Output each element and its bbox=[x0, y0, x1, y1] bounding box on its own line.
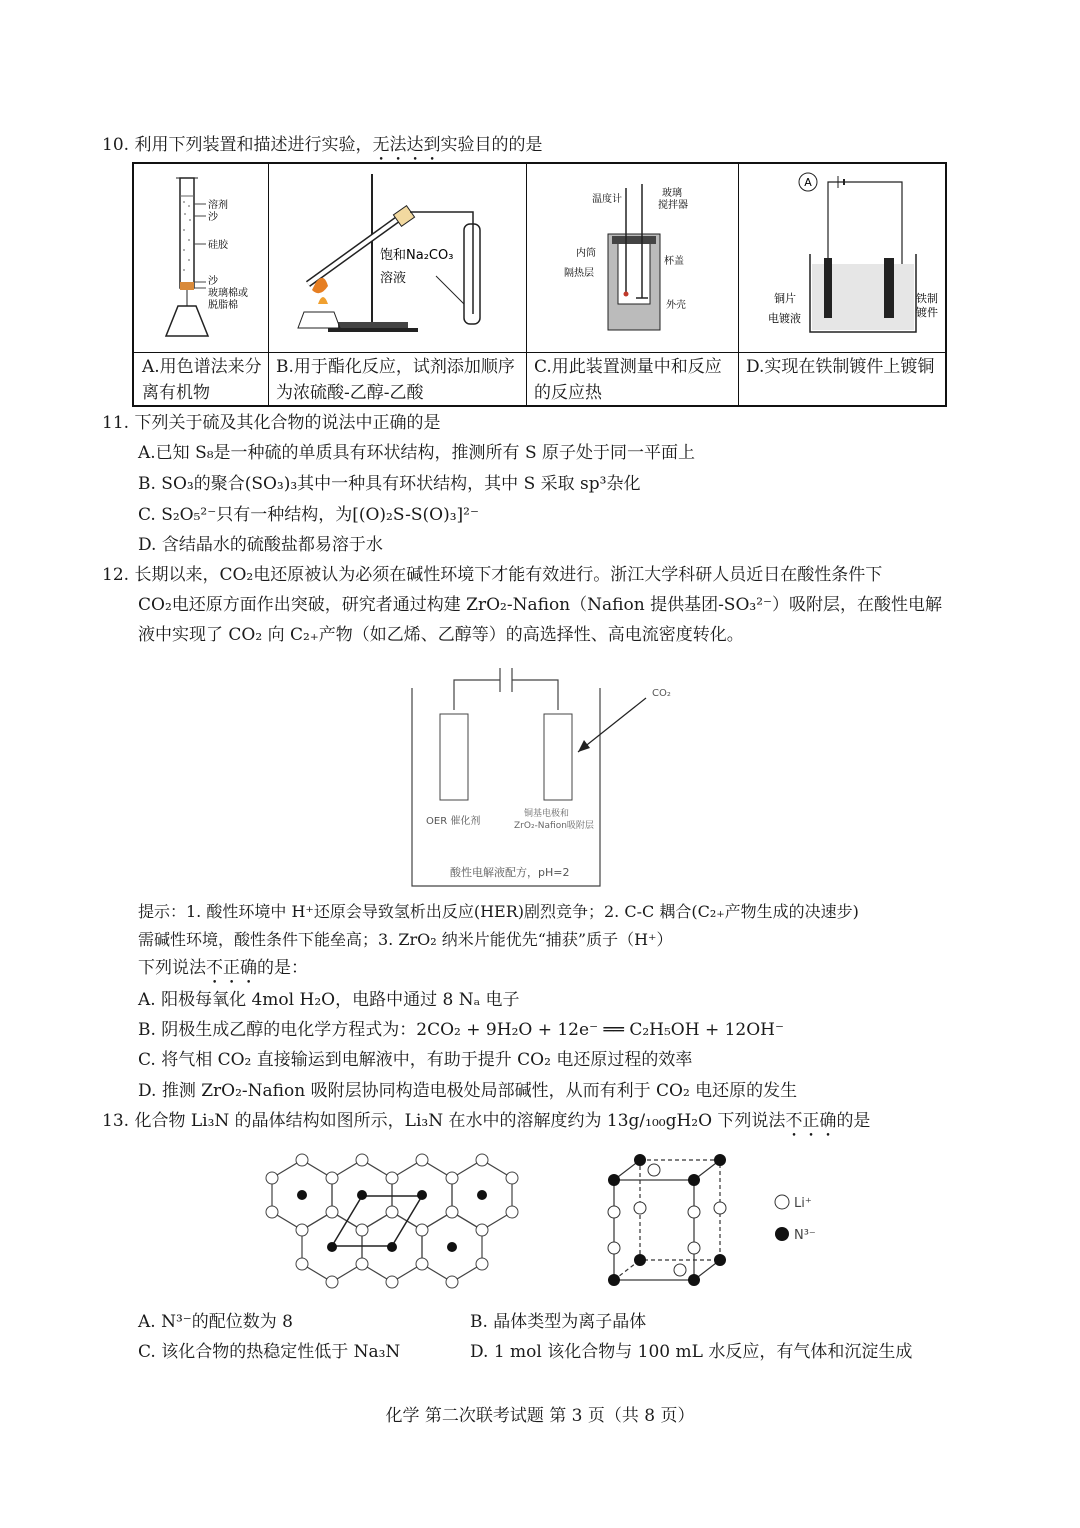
fig-d-label: 镀件 bbox=[916, 306, 938, 319]
esterification-apparatus-figure bbox=[268, 164, 526, 352]
q10-option-a: A.用色谱法来分离有机物 bbox=[142, 357, 262, 403]
fig-a-label: 沙 bbox=[208, 212, 218, 223]
fig-a-label: 溶剂 bbox=[208, 200, 228, 211]
q11-option-c: C. S₂O₅²⁻只有一种结构，为[(O)₂S-S(O)₃]²⁻ bbox=[138, 505, 479, 525]
q12-option-a: A. 阳极每氧化 4mol H₂O，电路中通过 8 Nₐ 电子 bbox=[138, 990, 520, 1010]
calorimeter-figure bbox=[526, 164, 738, 352]
fig-a-label: 玻璃棉或 bbox=[208, 288, 248, 299]
fig-c-label: 温度计 bbox=[592, 194, 622, 205]
right-electrode-label: 铜基电极和 bbox=[524, 809, 570, 819]
fig-a-label: 沙 bbox=[208, 276, 218, 287]
electrolysis-cell-figure bbox=[400, 658, 680, 890]
fig-a-label: 硅胶 bbox=[208, 240, 228, 251]
right-electrode-label: ZrO₂-Nafion吸附层 bbox=[514, 821, 594, 831]
q12-option-b: B. 阴极生成乙醇的电化学方程式为：2CO₂ + 9H₂O + 12e⁻ ══ C₂H₅OH + 12OH⁻ bbox=[138, 1020, 784, 1040]
fig-a-label: 脱脂棉 bbox=[208, 300, 238, 311]
q13-option-b: B. 晶体类型为离子晶体 bbox=[470, 1312, 647, 1332]
q10-option-d: D.实现在铁制镀件上镀铜 bbox=[746, 357, 935, 377]
q11-option-b: B. SO₃的聚合(SO₃)₃其中一种具有环状结构，其中 S 采取 sp³杂化 bbox=[138, 474, 641, 494]
q12-ask: 下列说法不正确的是： bbox=[138, 958, 308, 978]
q12-stem-line: CO₂电还原方面作出突破，研究者通过构建 ZrO₂-Nafion（Nafion 提供基团-SO₃²⁻）吸附层，在酸性电解 bbox=[138, 595, 942, 615]
fig-d-label: 铜片 bbox=[774, 292, 796, 305]
q12-stem-line: 液中实现了 CO₂ 向 C₂₊产物（如乙烯、乙醇等）的高选择性、高电流密度转化。 bbox=[138, 625, 744, 645]
li3n-layer-figure bbox=[262, 1150, 542, 1300]
q13-option-a: A. N³⁻的配位数为 8 bbox=[138, 1312, 293, 1332]
fig-b-label: 饱和Na₂CO₃ bbox=[380, 248, 454, 263]
fig-c-label: 外壳 bbox=[666, 300, 686, 311]
chromatography-column-figure bbox=[134, 164, 268, 352]
q13-option-d: D. 1 mol 该化合物与 100 mL 水反应，有气体和沉淀生成 bbox=[470, 1342, 913, 1362]
q12-option-d: D. 推测 ZrO₂-Nafion 吸附层协同构造电极处局部碱性，从而有利于 CO₂ 电还原的发生 bbox=[138, 1081, 798, 1101]
fig-c-label: 内筒 bbox=[576, 248, 596, 259]
fig-d-label: 电镀液 bbox=[768, 312, 801, 325]
fig-c-label: 玻璃 bbox=[662, 188, 682, 199]
fig-b-label: 溶液 bbox=[380, 271, 407, 286]
page-footer: 化学 第二次联考试题 第 3 页（共 8 页） bbox=[385, 1406, 695, 1426]
q11-option-d: D. 含结晶水的硫酸盐都易溶于水 bbox=[138, 535, 383, 555]
q13-stem: 13. 化合物 Li₃N 的晶体结构如图所示，Li₃N 在水中的溶解度约为 13g/₁₀₀gH₂O 下列说法不正确的是 bbox=[102, 1111, 871, 1131]
fig-c-label: 杯盖 bbox=[664, 256, 684, 267]
left-electrode-label: OER 催化剂 bbox=[426, 816, 481, 827]
fig-d-label: 铁制 bbox=[916, 292, 938, 305]
co2-label: CO₂ bbox=[652, 688, 671, 699]
q10-table bbox=[132, 162, 947, 407]
q11-option-a: A.已知 S₈是一种硫的单质具有环状结构，推测所有 S 原子处于同一平面上 bbox=[138, 443, 695, 463]
q12-option-c: C. 将气相 CO₂ 直接输运到电解液中，有助于提升 CO₂ 电还原过程的效率 bbox=[138, 1050, 693, 1070]
ammeter-icon: A bbox=[804, 176, 812, 189]
li3n-unit-cell-figure bbox=[596, 1150, 836, 1300]
li-legend-label: Li⁺ bbox=[794, 1196, 812, 1211]
q10-option-b: B.用于酯化反应，试剂添加顺序为浓硫酸-乙醇-乙酸 bbox=[276, 357, 515, 403]
q10-option-c: C.用此装置测量中和反应的反应热 bbox=[534, 357, 722, 403]
fig-c-label: 搅拌器 bbox=[658, 200, 688, 211]
q11-stem: 11. 下列关于硫及其化合物的说法中正确的是 bbox=[102, 413, 441, 433]
fig-c-label: 隔热层 bbox=[564, 268, 594, 279]
n-legend-label: N³⁻ bbox=[794, 1228, 816, 1243]
q13-option-c: C. 该化合物的热稳定性低于 Na₃N bbox=[138, 1342, 401, 1362]
q12-hint: 需碱性环境，酸性条件下能垒高；3. ZrO₂ 纳米片能优先“捕获”质子（H⁺） bbox=[138, 930, 673, 949]
q12-hint: 提示：1. 酸性环境中 H⁺还原会导致氢析出反应(HER)剧烈竞争；2. C-C 耦合(C₂₊产物生成的决速步) bbox=[138, 902, 859, 921]
electrolyte-label: 酸性电解液配方，pH=2 bbox=[450, 866, 570, 879]
electroplating-figure bbox=[738, 164, 949, 352]
q12-stem-line: 12. 长期以来，CO₂电还原被认为必须在碱性环境下才能有效进行。浙江大学科研人员近日在酸性条件下 bbox=[102, 565, 883, 585]
q10-stem: 10. 利用下列装置和描述进行实验，无法达到实验目的的是 bbox=[102, 135, 543, 155]
